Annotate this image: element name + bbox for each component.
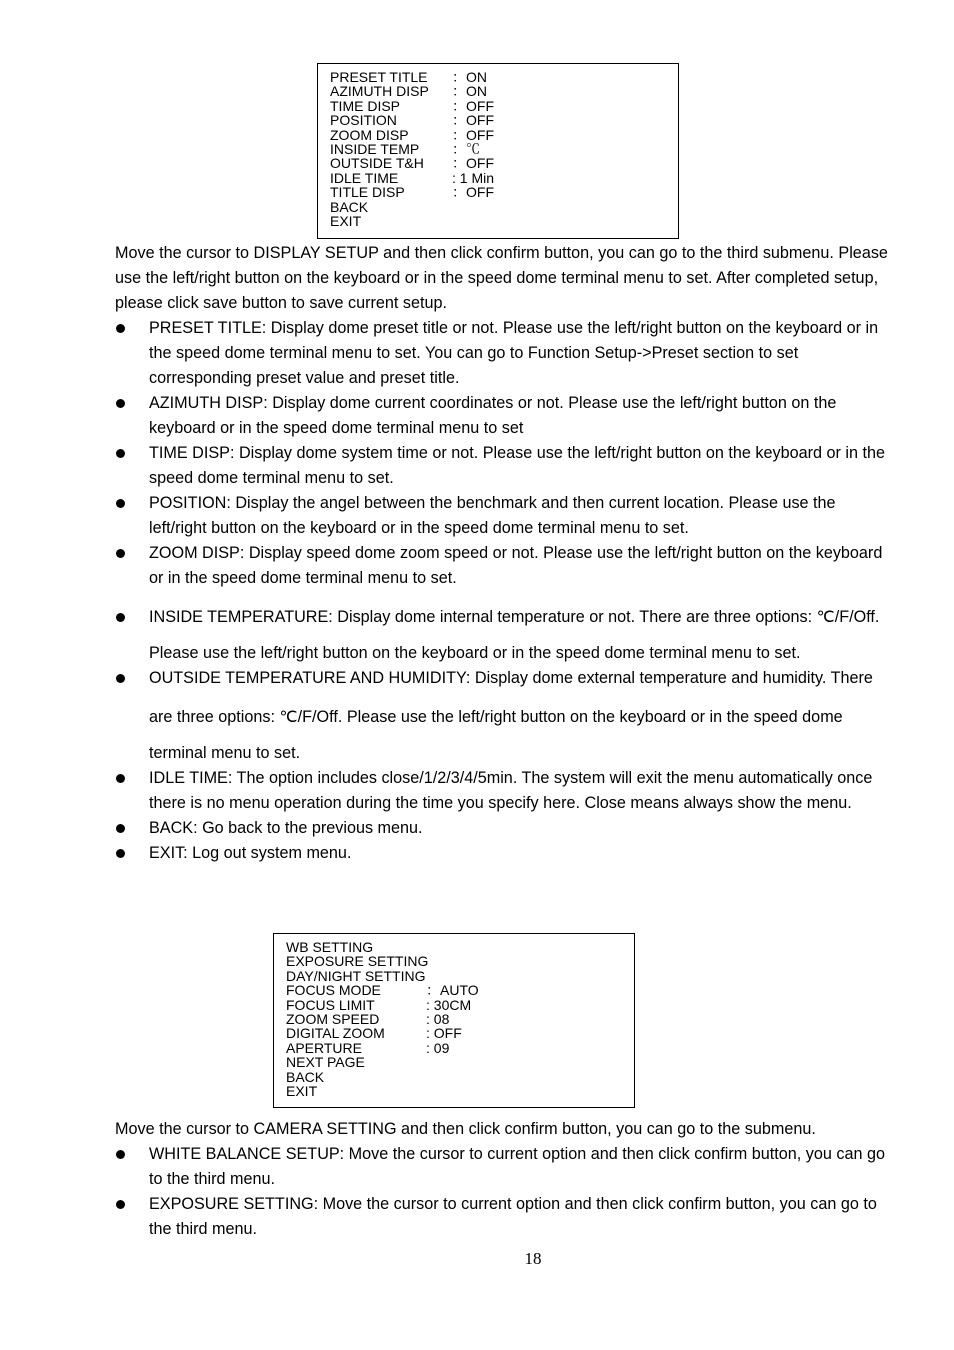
menu-row-exposure-setting [286,954,634,968]
bullet-dot-icon [116,1200,125,1209]
menu-value: : 08 [426,1010,450,1027]
bullet-dot-icon [116,449,125,458]
menu-value: ：℃ [452,140,480,157]
menu-row-idle-time [330,171,678,185]
menu-label: POSITION [330,112,397,129]
menu-label: EXPOSURE SETTING [286,953,429,970]
menu-label: ZOOM SPEED [286,1010,380,1027]
menu-label: FOCUS LIMIT [286,996,375,1013]
text-line: or in the speed dome terminal menu to set. [149,569,457,587]
text-line: the speed dome terminal menu to set. You can go to Function Setup->Preset section to set [149,344,799,362]
menu-row-preset-title [330,70,678,84]
menu-value: ：OFF [452,184,494,201]
menu-row-position [330,113,678,127]
text-line: keyboard or in the speed dome terminal menu to set [149,419,524,437]
menu-label: BACK [286,1068,325,1085]
menu-value: ：OFF [452,97,494,114]
menu-value: ：ON [452,69,487,85]
text-line: WHITE BALANCE SETUP: Move the cursor to current option and then click confirm button, you can go [149,1145,885,1163]
text-line: Move the cursor to DISPLAY SETUP and then click confirm button, you can go to the third submenu. Please [115,244,888,262]
text-line: AZIMUTH DISP: Display dome current coordinates or not. Please use the left/right button on the [149,394,837,412]
text-line: BACK: Go back to the previous menu. [149,819,423,837]
menu-label: EXIT [330,212,362,229]
menu-value: ：OFF [452,112,494,129]
text-line: terminal menu to set. [149,744,301,762]
menu-label: WB SETTING [286,939,374,955]
text-line: Please use the left/right button on the keyboard or in the speed dome terminal menu to set. [149,644,801,662]
menu-label: DIGITAL ZOOM [286,1025,385,1042]
text-line: INSIDE TEMPERATURE: Display dome internal temperature or not. There are three options: ℃/F/Off. [149,608,880,626]
menu-row-azimuth-disp [330,84,678,98]
menu-value: : 1 Min [452,169,495,186]
menu-value: : 09 [426,1039,450,1056]
text-line: left/right button on the keyboard or in the speed dome terminal menu to set. [149,519,689,537]
bullet-dot-icon [116,613,125,622]
bullet-dot-icon [116,824,125,833]
menu-value: ：AUTO [426,982,479,999]
bullet-dot-icon [116,674,125,683]
text-line: speed dome terminal menu to set. [149,469,394,487]
menu-label: EXIT [286,1082,318,1099]
menu-label: TITLE DISP [330,184,405,201]
menu-row-aperture [286,1041,634,1055]
menu-row-next-page [286,1055,634,1069]
menu-label: ZOOM DISP [330,126,409,143]
text-line: OUTSIDE TEMPERATURE AND HUMIDITY: Display dome external temperature and humidity. There [149,669,873,687]
menu-label: APERTURE [286,1039,362,1056]
menu-row-outside-th [330,156,678,170]
text-line: please click save button to save current setup. [115,294,448,312]
menu-label: AZIMUTH DISP [330,83,429,100]
menu-row-title-disp [330,185,678,199]
text-line: use the left/right button on the keyboard or in the speed dome terminal menu to set. After completed setup, [115,269,879,287]
menu-label: NEXT PAGE [286,1054,365,1071]
menu-row-day-night-setting [286,969,634,983]
menu-row-digital-zoom [286,1026,634,1040]
menu-label: BACK [330,198,369,215]
menu-row-zoom-speed [286,1012,634,1026]
menu-label: DAY/NIGHT SETTING [286,967,426,984]
bullet-dot-icon [116,399,125,408]
camera-setting-menu [273,933,635,1108]
display-setup-menu [317,63,679,239]
menu-row-focus-limit [286,998,634,1012]
display-intro-paragraph [115,241,935,316]
menu-value: ：ON [452,83,487,100]
menu-value: ：OFF [452,155,494,172]
menu-label: INSIDE TEMP [330,140,420,157]
text-line: EXIT: Log out system menu. [149,844,352,862]
bullet-dot-icon [116,324,125,333]
text-line: to the third menu. [149,1170,275,1188]
menu-label: TIME DISP [330,97,401,114]
bullet-dot-icon [116,774,125,783]
menu-value: : OFF [426,1025,462,1042]
page-number: 18 [524,1249,542,1268]
text-line: POSITION: Display the angel between the benchmark and then current location. Please use the [149,494,836,512]
menu-value: ：OFF [452,126,494,143]
text-line: PRESET TITLE: Display dome preset title or not. Please use the left/right button on the keyboard or in [149,319,879,337]
menu-value: : 30CM [426,996,472,1013]
text-line: EXPOSURE SETTING: Move the cursor to current option and then click confirm button, you can go to [149,1195,877,1213]
menu-row-back [330,200,678,214]
menu-row-back [286,1070,634,1084]
text-line: TIME DISP: Display dome system time or not. Please use the left/right button on the keyboard or in the [149,444,885,462]
menu-row-time-disp [330,99,678,113]
text-line: there is no menu operation during the time you specify here. Close means always show the menu. [149,794,852,812]
bullet-dot-icon [116,499,125,508]
menu-label: FOCUS MODE [286,982,381,999]
text-line: IDLE TIME: The option includes close/1/2/3/4/5min. The system will exit the menu automatically once [149,769,873,787]
menu-row-inside-temp [330,142,678,156]
menu-label: IDLE TIME [330,169,399,186]
menu-row-focus-mode [286,983,634,997]
menu-label: OUTSIDE T&H [330,155,424,172]
menu-row-wb-setting [286,940,634,954]
bullet-dot-icon [116,1150,125,1159]
menu-row-exit [286,1084,634,1098]
text-line: the third menu. [149,1220,257,1238]
text-line: ZOOM DISP: Display speed dome zoom speed or not. Please use the left/right button on the keyboard [149,544,883,562]
text-line: Move the cursor to CAMERA SETTING and then click confirm button, you can go to the submenu. [115,1120,816,1138]
menu-row-exit [330,214,678,228]
bullet-dot-icon [116,849,125,858]
bullet-dot-icon [116,549,125,558]
menu-label: PRESET TITLE [330,69,428,85]
text-line: are three options: ℃/F/Off. Please use the left/right button on the keyboard or in the speed dome [149,708,843,726]
camera-intro-paragraph [115,1117,935,1142]
menu-row-zoom-disp [330,128,678,142]
text-line: corresponding preset value and preset title. [149,369,460,387]
